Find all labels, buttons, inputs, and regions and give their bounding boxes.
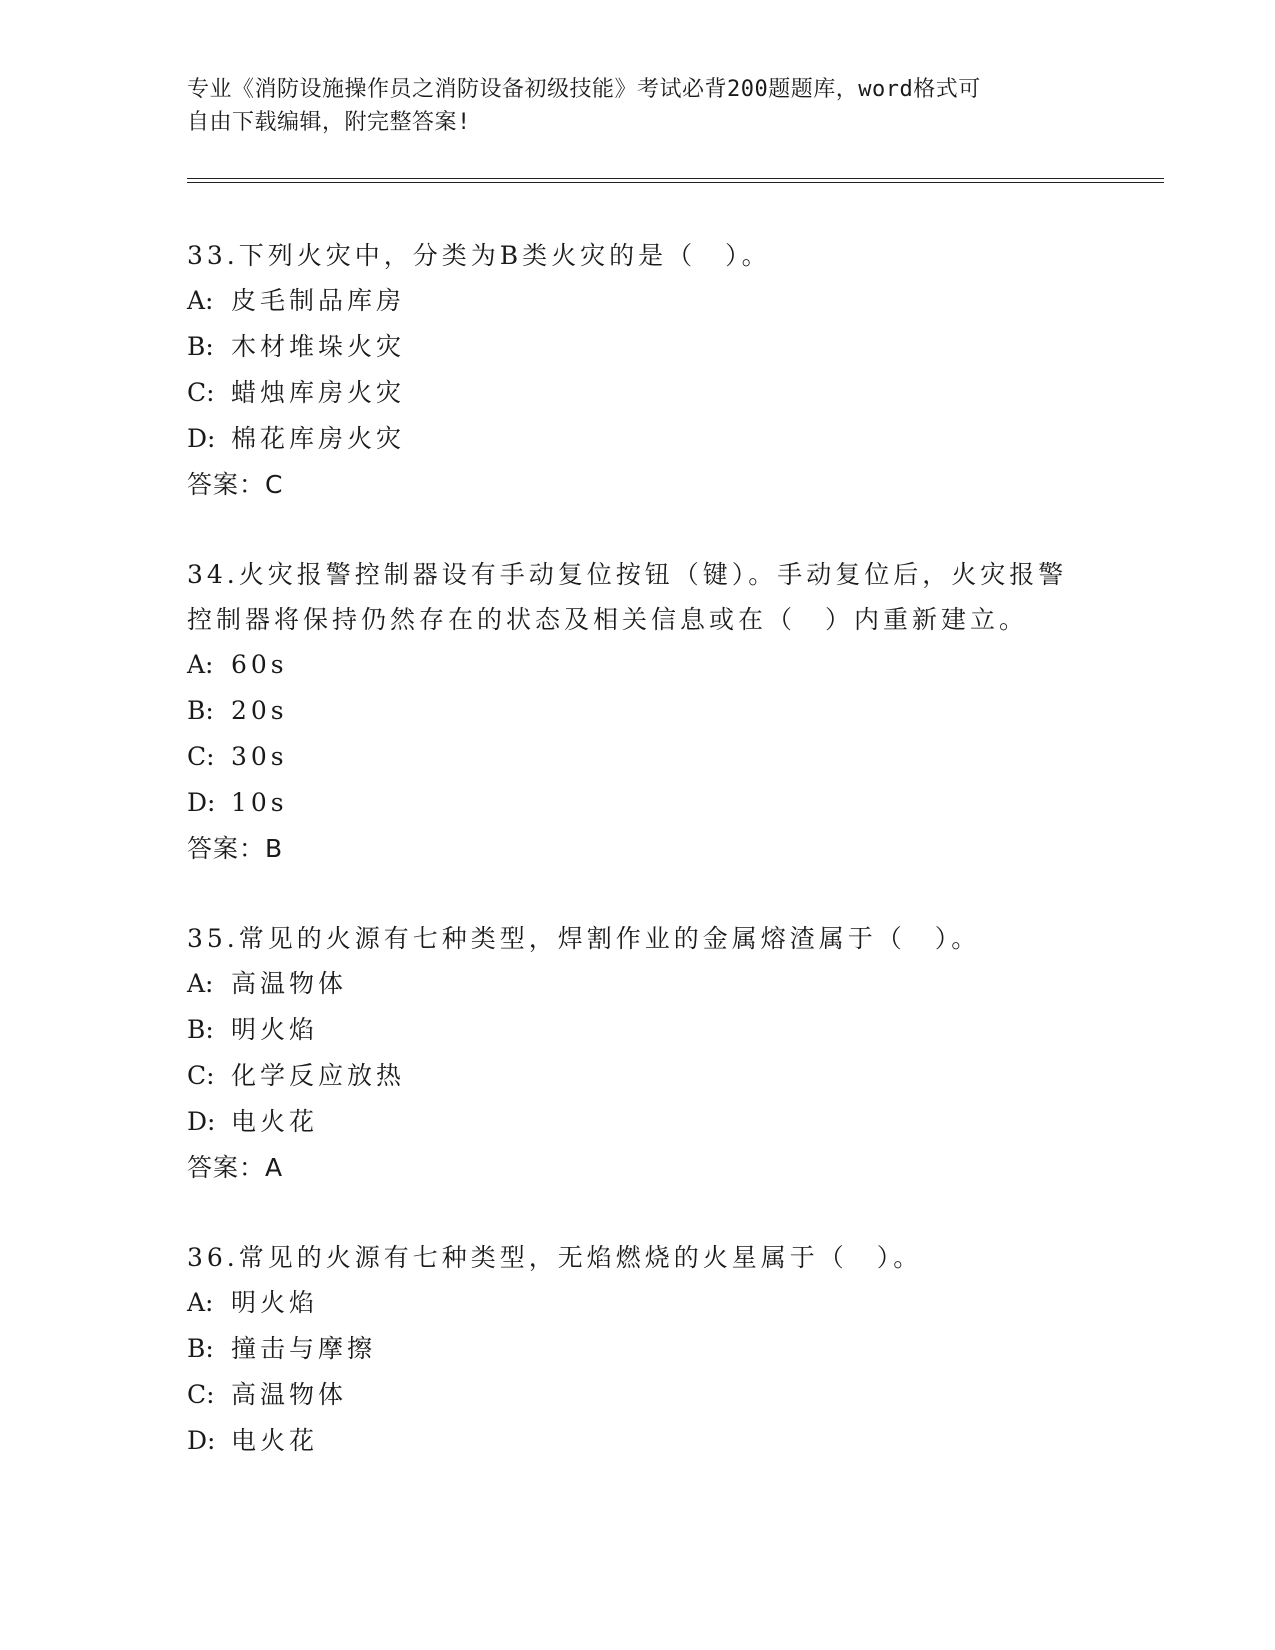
option-text: 30s xyxy=(231,742,288,771)
option-text: 高温物体 xyxy=(231,1380,348,1409)
option-a xyxy=(187,642,1157,688)
question-34 xyxy=(187,552,1157,872)
option-a xyxy=(187,1280,1157,1326)
question-35 xyxy=(187,916,1157,1191)
option-text: 高温物体 xyxy=(231,969,348,998)
question-36 xyxy=(187,1235,1157,1464)
option-key: A: xyxy=(187,969,214,998)
option-text: 化学反应放热 xyxy=(231,1061,406,1090)
document-intro xyxy=(187,73,1067,139)
answer-line: 答案：A xyxy=(187,1153,284,1182)
option-key: B: xyxy=(187,696,214,725)
answer-line: 答案：B xyxy=(187,834,284,863)
question-stem: 36.常见的火源有七种类型，无焰燃烧的火星属于（ ）。 xyxy=(187,1243,923,1272)
option-text: 蜡烛库房火灾 xyxy=(231,378,406,407)
option-key: D: xyxy=(187,1426,216,1455)
option-key: C: xyxy=(187,742,215,771)
option-c xyxy=(187,370,1157,416)
option-d xyxy=(187,1099,1157,1145)
option-text: 60s xyxy=(231,650,288,679)
intro-line: 自由下载编辑，附完整答案! xyxy=(187,110,471,135)
option-c xyxy=(187,1372,1157,1418)
option-text: 明火焰 xyxy=(231,1288,319,1317)
option-c xyxy=(187,1053,1157,1099)
question-stem: 33.下列火灾中，分类为B类火灾的是（ ）。 xyxy=(187,241,771,270)
option-b xyxy=(187,1326,1157,1372)
option-text: 木材堆垛火灾 xyxy=(231,332,406,361)
option-key: A: xyxy=(187,286,214,315)
option-d xyxy=(187,1418,1157,1464)
option-key: B: xyxy=(187,1015,214,1044)
option-text: 电火花 xyxy=(231,1426,319,1455)
option-a xyxy=(187,961,1157,1007)
question-stem-line: 控制器将保持仍然存在的状态及相关信息或在（ ）内重新建立。 xyxy=(187,605,1029,634)
double-rule-divider xyxy=(187,178,1164,183)
question-stem-line: 34.火灾报警控制器设有手动复位按钮（键）。手动复位后，火灾报警 xyxy=(187,560,1068,589)
question-list xyxy=(187,233,1157,1508)
option-key: C: xyxy=(187,1061,215,1090)
option-key: B: xyxy=(187,1334,214,1363)
option-key: D: xyxy=(187,424,216,453)
question-33 xyxy=(187,233,1157,508)
option-b xyxy=(187,324,1157,370)
option-b xyxy=(187,1007,1157,1053)
option-text: 棉花库房火灾 xyxy=(231,424,406,453)
option-text: 10s xyxy=(231,788,288,817)
option-key: A: xyxy=(187,650,214,679)
option-c xyxy=(187,734,1157,780)
option-key: B: xyxy=(187,332,214,361)
option-text: 20s xyxy=(231,696,288,725)
option-key: C: xyxy=(187,1380,215,1409)
intro-line: 专业《消防设施操作员之消防设备初级技能》考试必背200题题库，word格式可 xyxy=(187,77,981,102)
option-text: 皮毛制品库房 xyxy=(231,286,406,315)
option-text: 明火焰 xyxy=(231,1015,319,1044)
question-stem: 35.常见的火源有七种类型，焊割作业的金属熔渣属于（ ）。 xyxy=(187,924,981,953)
document-page xyxy=(187,0,1167,1650)
option-key: D: xyxy=(187,788,216,817)
option-a xyxy=(187,278,1157,324)
option-d xyxy=(187,780,1157,826)
option-text: 电火花 xyxy=(231,1107,319,1136)
option-key: A: xyxy=(187,1288,214,1317)
option-d xyxy=(187,416,1157,462)
answer-line: 答案：C xyxy=(187,470,284,499)
option-key: D: xyxy=(187,1107,216,1136)
option-b xyxy=(187,688,1157,734)
option-text: 撞击与摩擦 xyxy=(231,1334,377,1363)
option-key: C: xyxy=(187,378,215,407)
